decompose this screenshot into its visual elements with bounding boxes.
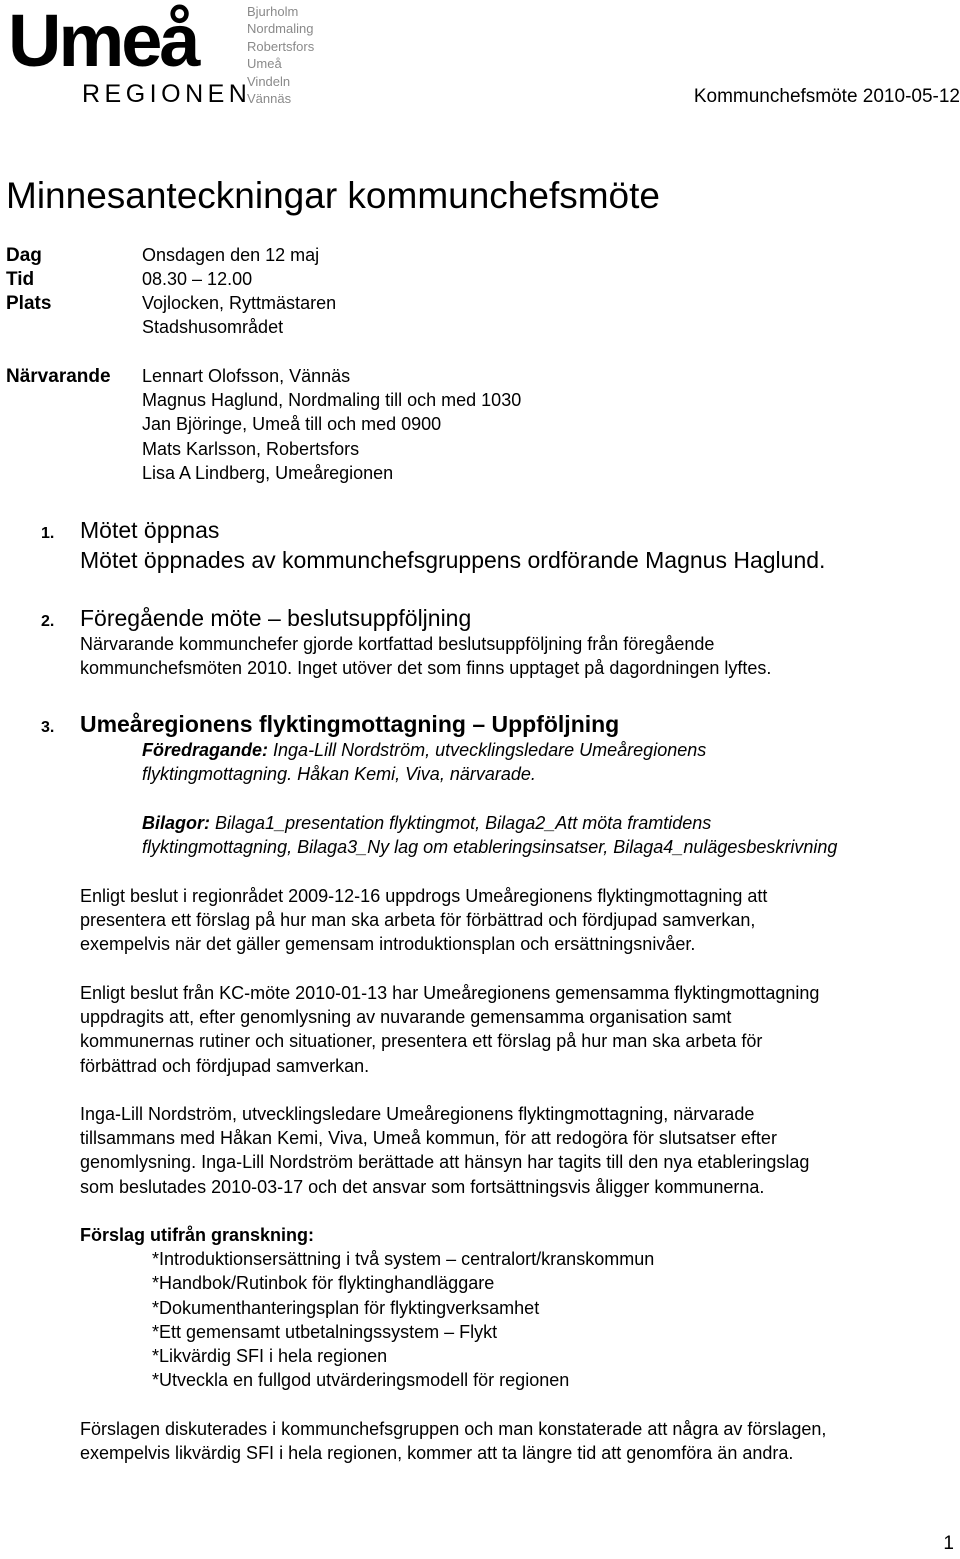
- section-3-title: Umeåregionens flyktingmottagning – Uppföljning: [80, 711, 620, 737]
- section-2-line: Närvarande kommunchefer gjorde kortfattad beslutsuppföljning från föregående: [80, 634, 715, 654]
- label-narvarande: Närvarande: [6, 366, 111, 387]
- paragraph-2-line: förbättrad och fördjupad samverkan.: [80, 1056, 370, 1076]
- paragraph-3-line: tillsammans med Håkan Kemi, Viva, Umeå kommun, för att redogöra för slutsatser efter: [80, 1128, 777, 1148]
- forslag-item: *Ett gemensamt utbetalningssystem – Flykt: [152, 1322, 498, 1342]
- foredragande-line-2: flyktingmottagning. Håkan Kemi, Viva, närvarade.: [142, 764, 536, 784]
- paragraph-4-line: Förslagen diskuterades i kommunchefsgruppen och man konstaterade att några av förslagen,: [80, 1419, 827, 1439]
- section-1-text: Mötet öppnades av kommunchefsgruppens ordförande Magnus Haglund.: [80, 547, 826, 573]
- value-dag: Onsdagen den 12 maj: [142, 245, 320, 265]
- section-3-number: 3.: [41, 719, 55, 736]
- forslag-item: *Likvärdig SFI i hela regionen: [152, 1346, 388, 1366]
- forslag-item: *Introduktionsersättning i två system – centralort/kranskommun: [152, 1249, 655, 1269]
- forslag-item: *Dokumenthanteringsplan för flyktingverksamhet: [152, 1298, 540, 1318]
- section-2-title: Föregående möte – beslutsuppföljning: [80, 605, 472, 631]
- forslag-item: *Utveckla en fullgod utvärderingsmodell för regionen: [152, 1370, 570, 1390]
- label-tid: Tid: [6, 269, 35, 290]
- page-number: 1: [943, 1533, 954, 1554]
- label-dag: Dag: [6, 245, 42, 266]
- section-1-title: Mötet öppnas: [80, 517, 220, 543]
- section-2-line: kommunchefsmöten 2010. Inget utöver det som finns upptaget på dagordningen lyftes.: [80, 658, 772, 678]
- foredragande-label: Föredragande:: [142, 740, 269, 760]
- logo-subtitle: REGIONEN: [82, 80, 252, 108]
- municipality-vindeln: Vindeln: [247, 74, 291, 89]
- attendee: Lennart Olofsson, Vännäs: [142, 366, 351, 386]
- bilagor-line-1: [142, 813, 711, 834]
- attendee: Mats Karlsson, Robertsfors: [142, 439, 360, 459]
- section-2-number: 2.: [41, 613, 55, 630]
- municipality-robertsfors: Robertsfors: [247, 39, 315, 54]
- bilagor-label: Bilagor:: [142, 813, 211, 833]
- label-plats: Plats: [6, 293, 52, 314]
- value-plats-2: Stadshusområdet: [142, 317, 284, 337]
- municipality-nordmaling: Nordmaling: [247, 21, 314, 36]
- paragraph-1-line: Enligt beslut i regionrådet 2009-12-16 uppdrogs Umeåregionens flyktingmottagning att: [80, 886, 768, 906]
- section-1-number: 1.: [41, 525, 55, 542]
- municipality-vannas: Vännäs: [247, 91, 292, 106]
- attendee: Jan Björinge, Umeå till och med 0900: [142, 414, 442, 434]
- paragraph-1-line: presentera ett förslag på hur man ska arbeta för förbättrad och fördjupad samverkan,: [80, 910, 756, 930]
- document-date: Kommunchefsmöte 2010-05-12: [693, 86, 960, 107]
- paragraph-3-line: genomlysning. Inga-Lill Nordström berättade att hänsyn har tagits till den nya etableringslag: [80, 1152, 810, 1172]
- foredragande-line-1: [142, 740, 706, 761]
- attendee: Magnus Haglund, Nordmaling till och med 1030: [142, 390, 522, 410]
- paragraph-4-line: exempelvis likvärdig SFI i hela regionen, kommer att ta längre tid att genomföra än andra.: [80, 1443, 794, 1463]
- paragraph-3-line: Inga-Lill Nordström, utvecklingsledare Umeåregionens flyktingmottagning, närvarade: [80, 1104, 755, 1124]
- bilagor-line-2: flyktingmottagning, Bilaga3_Ny lag om etableringsinsatser, Bilaga4_nulägesbeskrivning: [142, 837, 838, 857]
- paragraph-2-line: uppdragits att, efter genomlysning av nuvarande gemensamma organisation samt: [80, 1007, 732, 1027]
- foredragande-text: Inga-Lill Nordström, utvecklingsledare Umeåregionens: [268, 740, 707, 760]
- paragraph-1-line: exempelvis när det gäller gemensam introduktionsplan och ersättningsnivåer.: [80, 934, 696, 954]
- bilagor-text: Bilaga1_presentation flyktingmot, Bilaga2_Att möta framtidens: [210, 813, 712, 833]
- municipality-umea: Umeå: [247, 56, 282, 71]
- value-plats-1: Vojlocken, Ryttmästaren: [142, 293, 337, 313]
- municipality-bjurholm: Bjurholm: [247, 4, 299, 19]
- paragraph-3-line: som beslutades 2010-03-17 och det ansvar som fortsättningsvis åligger kommunerna.: [80, 1177, 765, 1197]
- umea-regionen-logo: [8, 0, 252, 108]
- page-title: Minnesanteckningar kommunchefsmöte: [6, 175, 660, 216]
- value-tid: 08.30 – 12.00: [142, 269, 253, 289]
- paragraph-2-line: kommunernas rutiner och situationer, presentera ett förslag på hur man ska arbeta för: [80, 1031, 763, 1051]
- forslag-item: *Handbok/Rutinbok för flyktinghandläggare: [152, 1273, 495, 1293]
- logo-wordmark: Umeå: [8, 0, 198, 82]
- attendee: Lisa A Lindberg, Umeåregionen: [142, 463, 394, 483]
- paragraph-2-line: Enligt beslut från KC-möte 2010-01-13 har Umeåregionens gemensamma flyktingmottagning: [80, 983, 820, 1003]
- forslag-heading: Förslag utifrån granskning:: [80, 1225, 315, 1245]
